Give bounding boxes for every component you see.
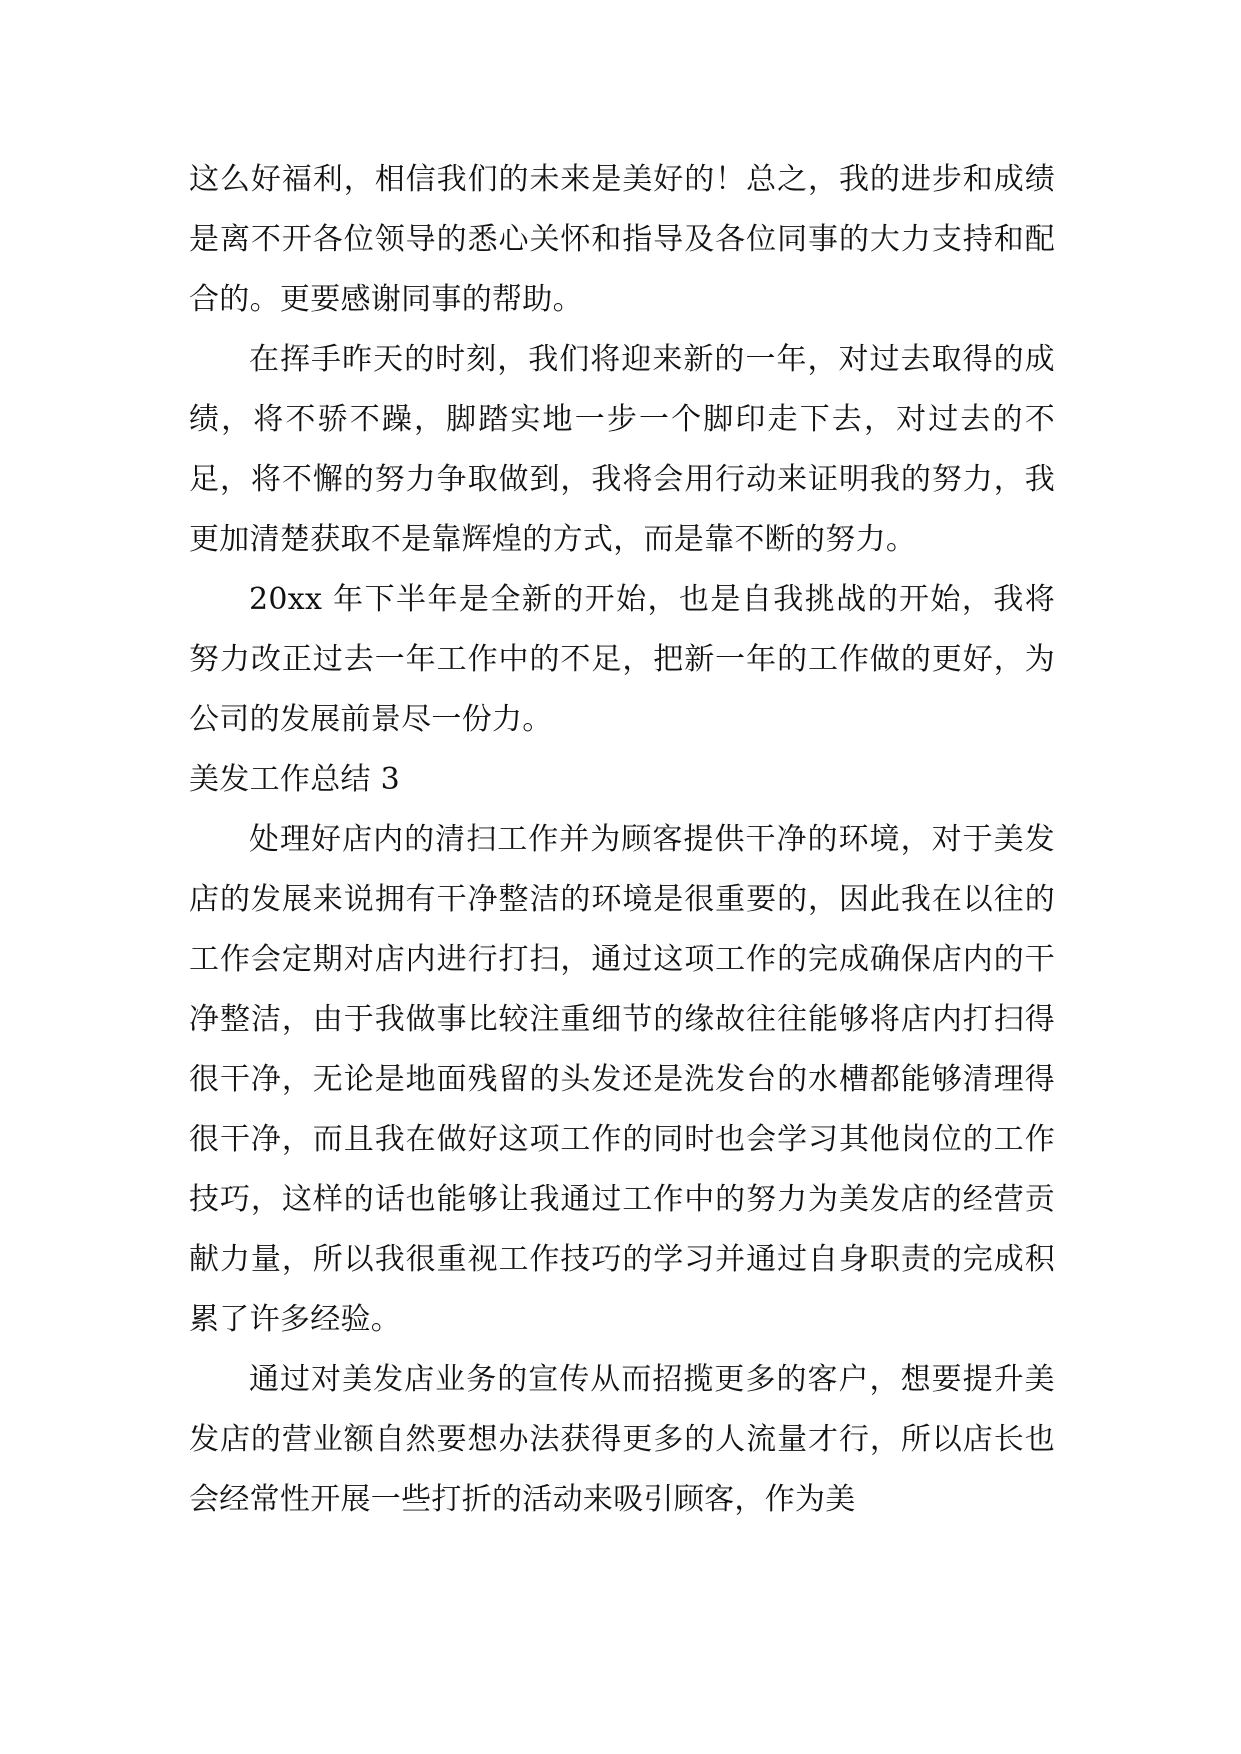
- section-heading: 美发工作总结 3: [189, 762, 401, 797]
- document-body: [189, 150, 1055, 1530]
- section-paragraph-1: 处理好店内的清扫工作并为顾客提供干净的环境，对于美发店的发展来说拥有干净整洁的环境是很重要的，因此我在以往的工作会定期对店内进行打扫，通过这项工作的完成确保店内的干净整洁，由于我做事比较注重细节的缘故往往能够将店内打扫得很干净，无论是地面残留的头发还是洗发台的水槽都能够清理得很干净，而且我在做好这项工作的同时也会学习其他岗位的工作技巧，这样的话也能够让我通过工作中的努力为美发店的经营贡献力量，所以我很重视工作技巧的学习并通过自身职责的完成积累了许多经验。: [189, 822, 1055, 1337]
- paragraph-2: 在挥手昨天的时刻，我们将迎来新的一年，对过去取得的成绩，将不骄不躁，脚踏实地一步一个脚印走下去，对过去的不足，将不懈的努力争取做到，我将会用行动来证明我的努力，我更加清楚获取不是靠辉煌的方式，而是靠不断的努力。: [189, 342, 1055, 557]
- section-paragraph-2: 通过对美发店业务的宣传从而招揽更多的客户，想要提升美发店的营业额自然要想办法获得更多的人流量才行，所以店长也会经常性开展一些打折的活动来吸引顾客，作为美: [189, 1362, 1055, 1517]
- paragraph-1: 这么好福利，相信我们的未来是美好的！总之，我的进步和成绩是离不开各位领导的悉心关怀和指导及各位同事的大力支持和配合的。更要感谢同事的帮助。: [189, 162, 1055, 317]
- paragraph-3: 20xx 年下半年是全新的开始，也是自我挑战的开始，我将努力改正过去一年工作中的不足，把新一年的工作做的更好，为公司的发展前景尽一份力。: [189, 582, 1055, 737]
